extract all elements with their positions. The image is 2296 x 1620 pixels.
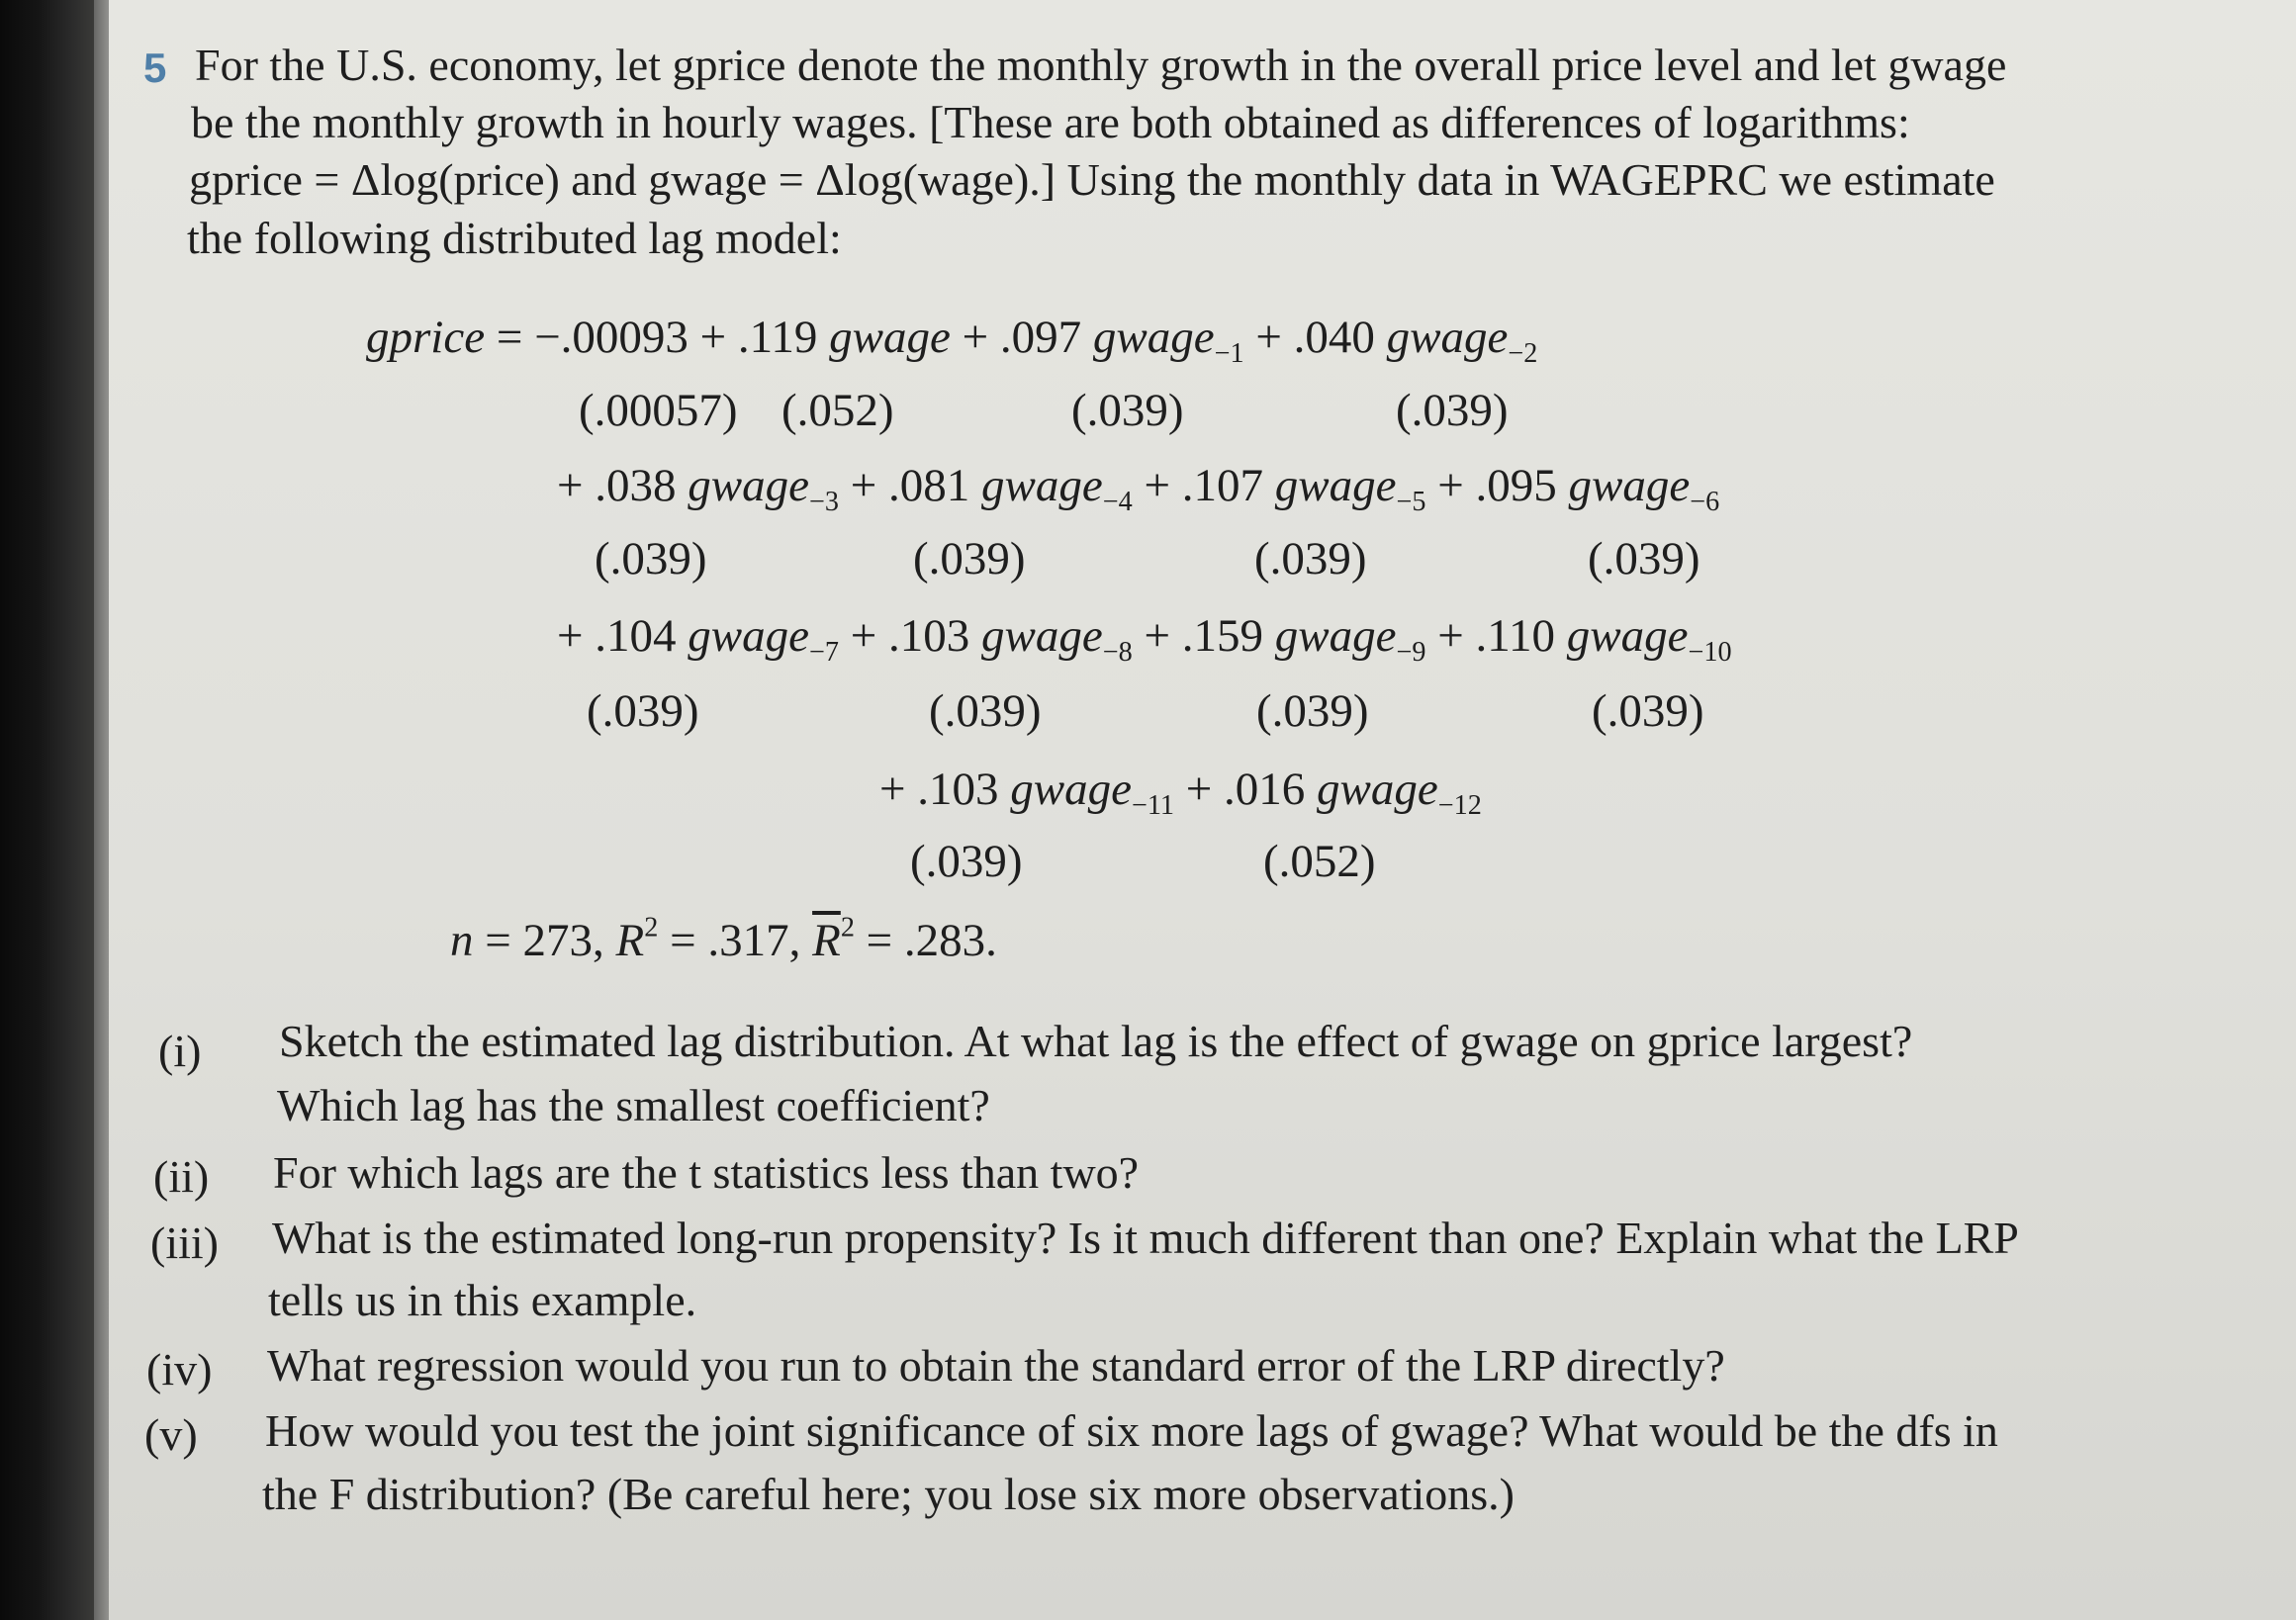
question-ii-line-1: For which lags are the t statistics less than two?	[273, 1147, 1140, 1198]
lag-1: −1	[1214, 337, 1244, 369]
question-v-line-1: How would you test the joint significance of six more lags of gwage? What would be the dfs in	[265, 1405, 1998, 1456]
coef-1: .097	[999, 312, 1082, 363]
lag-8: −8	[1102, 636, 1133, 668]
se-7: (.039)	[587, 685, 699, 737]
coef-9: .159	[1181, 610, 1263, 662]
question-label-iii: (iii)	[150, 1217, 219, 1268]
var-11: gwage	[1010, 764, 1132, 815]
var-2: gwage	[1386, 312, 1509, 363]
equation-row-2: + .038 gwage$_{-3}$ + .081 gwage$_{-4}$ + .107 gwage$_{-5}$ + .095 gwage$_{-6}$	[557, 460, 1720, 517]
coef-6: .095	[1475, 460, 1557, 511]
stat-n: 273	[522, 915, 594, 966]
se-4: (.039)	[913, 533, 1026, 585]
question-i-line-2: Which lag has the smallest coefficient?	[277, 1080, 990, 1130]
coef-11: .103	[917, 764, 999, 815]
coef-10: .110	[1475, 610, 1555, 662]
coef-2: .040	[1293, 312, 1375, 363]
coef-3: .038	[595, 460, 677, 511]
se-10: (.039)	[1592, 685, 1704, 737]
var-5: gwage	[1274, 460, 1397, 511]
lag-9: −9	[1396, 636, 1426, 668]
coef-0: .119	[737, 312, 818, 363]
coef-12: .016	[1224, 764, 1306, 815]
question-label-v: (v)	[144, 1409, 198, 1460]
var-12: gwage	[1317, 764, 1438, 815]
var-8: gwage	[981, 610, 1103, 662]
se-2: (.039)	[1396, 385, 1509, 436]
stat-r2bar: .283	[903, 915, 986, 966]
coef-8: .103	[888, 610, 970, 662]
var-10: gwage	[1566, 610, 1689, 662]
question-label-i: (i)	[158, 1026, 202, 1076]
question-iii-line-2: tells us in this example.	[268, 1275, 697, 1325]
lag-4: −4	[1102, 486, 1133, 517]
lag-11: −11	[1131, 789, 1175, 821]
var-3: gwage	[688, 460, 809, 511]
intro-line-4: the following distributed lag model:	[187, 213, 842, 263]
lag-3: −3	[808, 486, 839, 517]
se-11: (.039)	[910, 836, 1023, 887]
lag-5: −5	[1396, 486, 1426, 517]
coef-5: .107	[1181, 460, 1263, 511]
equation-row-1: gprice = −.00093 + .119 gwage + .097 gwage$_{-1}$ + .040 gwage$_{-2}$	[366, 312, 1538, 369]
se-5: (.039)	[1254, 533, 1367, 585]
se-12: (.052)	[1263, 836, 1376, 887]
question-iv-line-1: What regression would you run to obtain the standard error of the LRP directly?	[267, 1340, 1725, 1391]
se-3: (.039)	[595, 533, 707, 585]
regression-stats: n = 273, $R^2 = .317$, $\overline{R}^2 = .283$.	[450, 912, 997, 966]
var-7: gwage	[688, 610, 809, 662]
equation-row-3: + .104 gwage$_{-7}$ + .103 gwage$_{-8}$ + .159 gwage$_{-9}$ + .110 gwage$_{-10}$	[557, 610, 1732, 668]
intro-line-1: For the U.S. economy, let gprice denote the monthly growth in the overall price level and let gwage	[195, 40, 2007, 90]
se-6: (.039)	[1588, 533, 1700, 585]
intercept-se: (.00057)	[579, 385, 738, 436]
var-6: gwage	[1568, 460, 1691, 511]
problem-number: 5	[143, 45, 167, 91]
lhs-variable: gprice	[366, 312, 486, 363]
question-i-line-1: Sketch the estimated lag distribution. At what lag is the effect of gwage on gprice largest?	[279, 1016, 1913, 1066]
lag-12: −12	[1437, 789, 1482, 821]
lag-10: −10	[1688, 636, 1732, 668]
equation-row-4: + .103 gwage$_{-11}$ + .016 gwage$_{-12}$	[879, 764, 1482, 821]
question-iii-line-1: What is the estimated long-run propensity? Is it much different than one? Explain what the LRP	[272, 1213, 2019, 1263]
coef-4: .081	[888, 460, 970, 511]
se-0: (.052)	[781, 385, 894, 436]
se-1: (.039)	[1071, 385, 1184, 436]
lag-7: −7	[808, 636, 839, 668]
lag-6: −6	[1690, 486, 1720, 517]
intro-line-2: be the monthly growth in hourly wages. [These are both obtained as differences of logarithms:	[191, 97, 1910, 147]
lag-2: −2	[1508, 337, 1538, 369]
coef-7: .104	[595, 610, 677, 662]
question-label-iv: (iv)	[146, 1344, 213, 1395]
stat-r2: .317	[707, 915, 789, 966]
question-v-line-2: the F distribution? (Be careful here; you lose six more observations.)	[262, 1469, 1515, 1519]
intro-line-3: gprice = Δlog(price) and gwage = Δlog(wage).] Using the monthly data in WAGEPRC we estimate	[189, 154, 1995, 205]
var-1: gwage	[1092, 312, 1215, 363]
var-4: gwage	[981, 460, 1103, 511]
question-label-ii: (ii)	[153, 1151, 210, 1202]
photo-dark-edge	[0, 0, 94, 1620]
var-0: gwage	[829, 312, 951, 363]
se-9: (.039)	[1256, 685, 1369, 737]
intercept: −.00093	[534, 312, 689, 363]
se-8: (.039)	[929, 685, 1042, 737]
var-9: gwage	[1274, 610, 1397, 662]
